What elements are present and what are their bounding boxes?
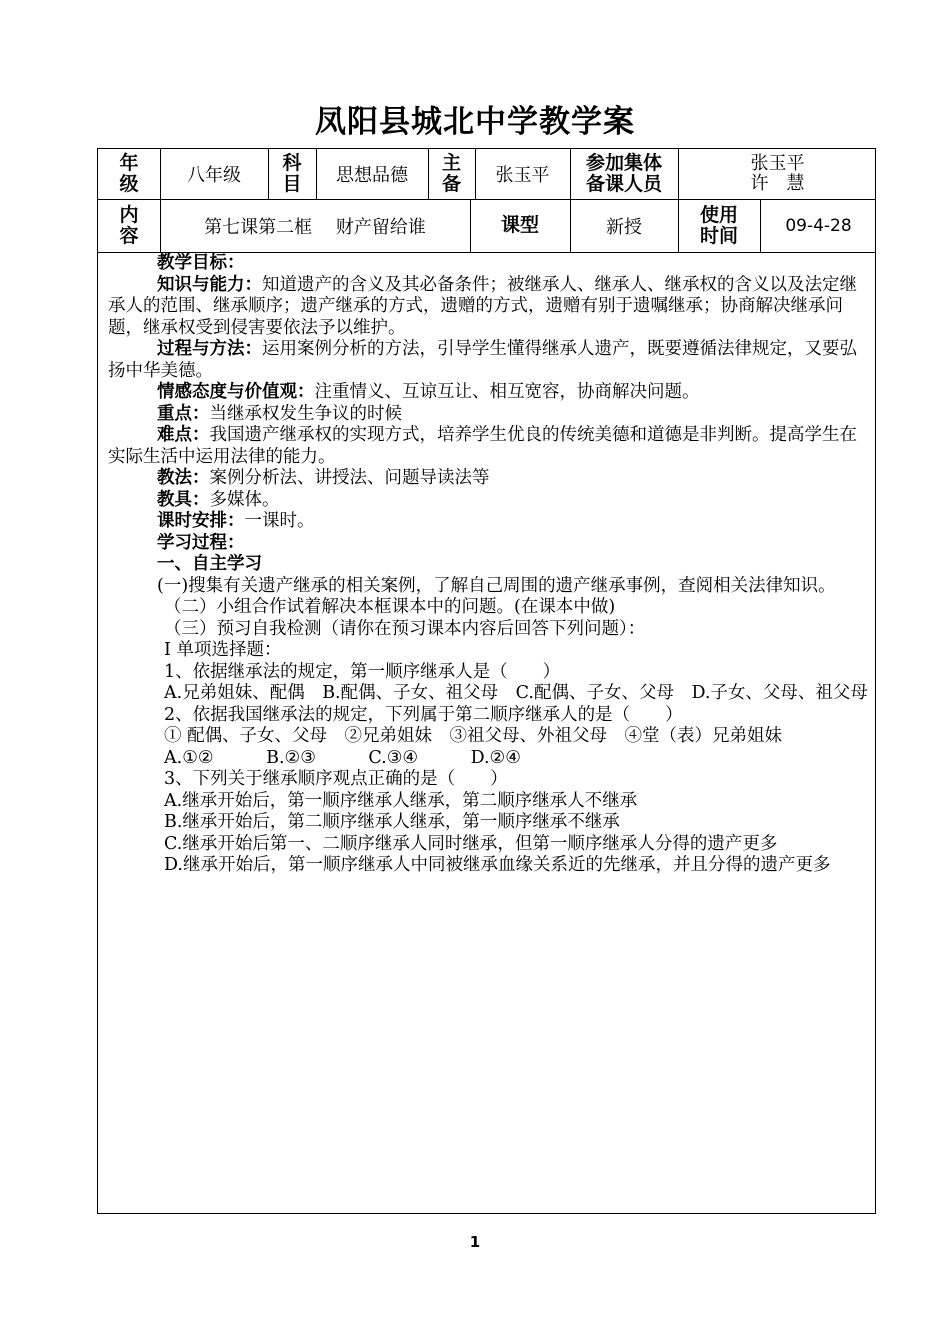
- content-label-cell: [98, 199, 160, 252]
- question-3-option-a: A.继承开始后，第一顺序继承人继承，第二顺序继承人不继承: [164, 790, 638, 811]
- content-value: 第七课第二框 财产留给谁: [204, 216, 426, 238]
- question-2-items: ① 配偶、子女、父母 ②兄弟姐妹 ③祖父母、外祖父母 ④堂（表）兄弟姐妹: [164, 726, 783, 746]
- key-text: 当继承权发生争议的时候: [209, 403, 402, 424]
- collective-name: 许 慧: [750, 173, 805, 194]
- difficulty-text: 我国遗产继承权的实现方式，培养学生优良的传统美德和道德是非判断。提高学生在实际生活中运用法律的能力。: [108, 425, 857, 467]
- emotion-paragraph: [108, 382, 868, 404]
- question-3-option-c: C.继承开始后第一、二顺序继承人同时继承，但第一顺序继承人分得的遗产更多: [164, 833, 778, 854]
- difficulty-paragraph: [108, 425, 868, 468]
- knowledge-label: 知识与能力：: [157, 274, 262, 295]
- document-title: 凤阳县城北中学教学案: [315, 104, 635, 140]
- process-text: 运用案例分析的方法，引导学生懂得继承人遗产，既要遵循法律规定，又要弘扬中华美德。: [108, 339, 857, 381]
- grade-value-cell: [160, 149, 268, 199]
- collective-label: 参加集体备课人员: [585, 152, 662, 195]
- goals-heading: 教学目标：: [157, 253, 245, 273]
- prep-label-cell: [428, 149, 475, 199]
- schedule-label: 课时安排：: [157, 511, 245, 531]
- question-2: 2、依据我国继承法的规定，下列属于第二顺序继承人的是（ ）: [164, 704, 683, 725]
- subject-label: 科目: [282, 152, 302, 195]
- lesson-plan-table: [97, 148, 876, 1214]
- method-label: 教法：: [157, 468, 210, 488]
- use-time-value-cell: [760, 199, 877, 252]
- question-3-option-b: B.继承开始后，第二顺序继承人继承，第一顺序继承不继承: [164, 812, 620, 832]
- tools-label: 教具：: [157, 489, 210, 510]
- tools-text: 多媒体。: [209, 489, 280, 510]
- question-1: 1、依据继承法的规定，第一顺序继承人是（ ）: [164, 661, 561, 682]
- emotion-text: 注重情义、互谅互让、相互宽容，协商解决问题。: [314, 382, 700, 402]
- lesson-type-label: 课型: [500, 214, 539, 236]
- lesson-type-label-cell: [470, 199, 570, 252]
- subject-value: 思想品德: [336, 165, 408, 186]
- use-time-value: 09-4-28: [785, 215, 852, 236]
- lesson-content: [108, 253, 868, 877]
- step3-text: （三）预习自我检测（请你在预习课本内容后回答下列问题）：: [164, 618, 646, 639]
- lesson-type-value: 新授: [606, 216, 642, 238]
- process-paragraph: [108, 339, 868, 382]
- question-3-option-d: D.继承开始后，第一顺序继承人中同被继承血缘关系近的先继承，并且分得的遗产更多: [164, 855, 831, 875]
- method-paragraph: [108, 468, 868, 490]
- section1-heading: 一、自主学习: [157, 554, 262, 574]
- prep-value: 张玉平: [495, 165, 550, 186]
- use-time-label: 使用时间: [699, 203, 738, 247]
- step1-text: (一)搜集有关遗产继承的相关案例，了解自己周围的遗产继承事例，查阅相关法律知识。: [157, 575, 836, 596]
- schedule-paragraph: [108, 511, 868, 533]
- key-label: 重点：: [157, 403, 210, 424]
- emotion-label: 情感态度与价值观：: [157, 382, 315, 402]
- key-point-paragraph: [108, 404, 868, 426]
- grade-value: 八年级: [187, 165, 241, 186]
- subject-value-cell: [316, 149, 428, 199]
- prep-label: 主备: [441, 152, 461, 195]
- method-text: 案例分析法、讲授法、问题导读法等: [209, 468, 490, 488]
- page-number: 1: [469, 1233, 481, 1251]
- lesson-type-value-cell: [570, 199, 678, 252]
- collective-name: 张玉平: [750, 153, 805, 174]
- grade-label: 年级: [119, 152, 139, 195]
- subject-label-cell: [268, 149, 316, 199]
- content-label: 内容: [119, 203, 139, 247]
- question-3: 3、下列关于继承顺序观点正确的是（ ）: [164, 769, 508, 789]
- single-choice-heading: Ⅰ 单项选择题：: [164, 640, 282, 660]
- process-heading: 学习过程：: [157, 532, 245, 553]
- question-2-options: A.①② B.②③ C.③④ D.②④: [164, 747, 521, 768]
- tools-paragraph: [108, 490, 868, 512]
- prep-value-cell: [475, 149, 570, 199]
- difficulty-label: 难点：: [157, 425, 210, 445]
- collective-names-cell: [678, 149, 877, 199]
- use-time-label-cell: [678, 199, 760, 252]
- grade-label-cell: [98, 149, 160, 199]
- knowledge-text: 知道遗产的含义及其必备条件；被继承人、继承人、继承权的含义以及法定继承人的范围、继承顺序；遗产继承的方式，遗赠的方式，遗赠有别于遗嘱继承；协商解决继承问题，继承权受到侵害要依法予以维护。: [108, 274, 857, 338]
- schedule-text: 一课时。: [244, 511, 315, 531]
- question-1-options: A.兄弟姐妹、配偶 B.配偶、子女、祖父母 C.配偶、子女、父母 D.子女、父母、祖父母: [164, 683, 868, 703]
- knowledge-paragraph: [108, 275, 868, 340]
- content-value-cell: [160, 199, 470, 252]
- process-label: 过程与方法：: [157, 339, 262, 359]
- collective-label-cell: [570, 149, 678, 199]
- step2-text: （二）小组合作试着解决本框课本中的问题。(在课本中做): [164, 597, 616, 617]
